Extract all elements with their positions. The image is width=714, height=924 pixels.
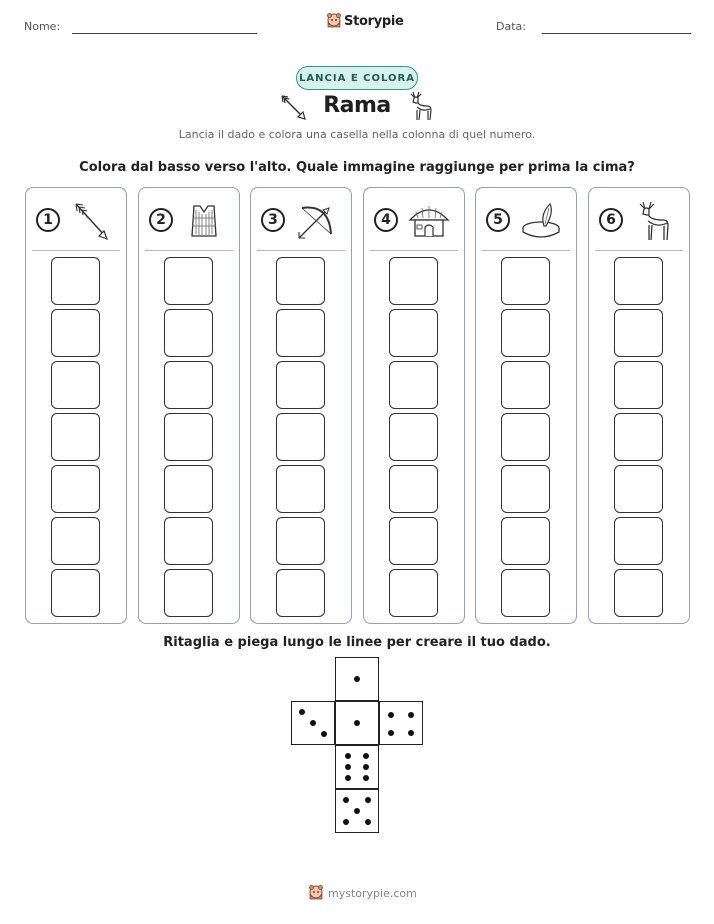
color-box[interactable] — [276, 569, 325, 617]
column-separator — [595, 250, 683, 251]
die-pip — [343, 797, 349, 803]
die-face-1 — [335, 657, 379, 701]
die-pip — [365, 819, 371, 825]
die-pip — [345, 753, 351, 759]
page-subtitle: Lancia il dado e colora una casella nella colonna di quel numero. — [178, 128, 536, 141]
color-box[interactable] — [614, 569, 663, 617]
dice-column-2 — [138, 187, 240, 624]
dice-instruction: Ritaglia e piega lungo le linee per creare il tuo dado. — [163, 635, 551, 650]
color-box[interactable] — [164, 257, 213, 305]
name-line[interactable] — [72, 33, 257, 34]
pie-mascot-icon — [327, 13, 341, 29]
color-box[interactable] — [276, 517, 325, 565]
color-box[interactable] — [276, 257, 325, 305]
column-separator — [370, 250, 458, 251]
color-box[interactable] — [389, 309, 438, 357]
name-label: Nome: — [24, 20, 61, 33]
color-box[interactable] — [164, 413, 213, 461]
die-pip — [408, 730, 414, 736]
column-separator — [482, 250, 570, 251]
column-header — [139, 188, 239, 252]
color-box[interactable] — [164, 361, 213, 409]
deer-icon — [405, 90, 435, 124]
column-separator — [257, 250, 345, 251]
color-box[interactable] — [501, 309, 550, 357]
die-pip — [321, 731, 327, 737]
color-box[interactable] — [614, 413, 663, 461]
dice-column-4 — [363, 187, 465, 624]
footer — [308, 885, 417, 901]
column-separator — [32, 250, 120, 251]
coloring-instruction: Colora dal basso verso l'alto. Quale immagine raggiunge per prima la cima? — [79, 160, 635, 175]
die-face-1 — [335, 701, 379, 745]
color-box[interactable] — [51, 517, 100, 565]
pie-mascot-icon — [308, 885, 324, 901]
deer-icon — [631, 198, 677, 244]
column-header — [589, 188, 689, 252]
color-box[interactable] — [164, 569, 213, 617]
die-pip — [354, 808, 360, 814]
column-separator — [145, 250, 233, 251]
die-pip — [345, 764, 351, 770]
color-box[interactable] — [164, 517, 213, 565]
grass-vest-icon — [181, 198, 227, 244]
color-box[interactable] — [501, 413, 550, 461]
footer-site[interactable]: mystorypie.com — [328, 886, 417, 900]
thatched-hut-icon — [406, 198, 452, 244]
die-pip — [354, 676, 360, 682]
color-box[interactable] — [614, 361, 663, 409]
dice-column-5 — [475, 187, 577, 624]
color-box[interactable] — [614, 465, 663, 513]
color-box[interactable] — [51, 309, 100, 357]
column-number: 1 — [36, 208, 60, 232]
color-box[interactable] — [501, 517, 550, 565]
column-number: 3 — [261, 208, 285, 232]
bow-and-arrow-icon — [293, 198, 339, 244]
die-face-5 — [335, 789, 379, 833]
color-box[interactable] — [501, 257, 550, 305]
die-pip — [345, 775, 351, 781]
color-box[interactable] — [164, 465, 213, 513]
die-pip — [310, 720, 316, 726]
die-pip — [408, 712, 414, 718]
die-face-4 — [379, 701, 423, 745]
die-pip — [365, 797, 371, 803]
die-pip — [354, 720, 360, 726]
color-box[interactable] — [389, 257, 438, 305]
column-number: 2 — [149, 208, 173, 232]
color-box[interactable] — [389, 517, 438, 565]
die-face-6 — [335, 745, 379, 789]
column-number: 5 — [486, 208, 510, 232]
column-header — [476, 188, 576, 252]
color-box[interactable] — [501, 569, 550, 617]
die-pip — [343, 819, 349, 825]
color-box[interactable] — [51, 413, 100, 461]
color-box[interactable] — [501, 361, 550, 409]
brand-name: Storypie — [344, 13, 404, 29]
color-box[interactable] — [614, 257, 663, 305]
storypie-logo — [327, 13, 404, 29]
color-box[interactable] — [389, 361, 438, 409]
die-face-3 — [291, 701, 335, 745]
page-title: Rama — [323, 93, 391, 118]
die-pip — [299, 709, 305, 715]
color-box[interactable] — [164, 309, 213, 357]
color-box[interactable] — [389, 569, 438, 617]
column-header — [251, 188, 351, 252]
dice-column-1 — [25, 187, 127, 624]
color-box[interactable] — [614, 517, 663, 565]
crown-with-feather-icon — [518, 198, 564, 244]
column-number: 4 — [374, 208, 398, 232]
arrow-icon — [68, 198, 114, 244]
column-number: 6 — [599, 208, 623, 232]
color-box[interactable] — [276, 361, 325, 409]
color-box[interactable] — [276, 413, 325, 461]
column-header — [364, 188, 464, 252]
date-line[interactable] — [542, 33, 691, 34]
die-pip — [363, 764, 369, 770]
die-pip — [363, 775, 369, 781]
die-pip — [388, 712, 394, 718]
color-box[interactable] — [51, 257, 100, 305]
color-box[interactable] — [276, 309, 325, 357]
color-box[interactable] — [389, 465, 438, 513]
dice-column-3 — [250, 187, 352, 624]
die-pip — [388, 730, 394, 736]
color-box[interactable] — [276, 465, 325, 513]
color-box[interactable] — [389, 413, 438, 461]
column-header — [26, 188, 126, 252]
color-box[interactable] — [51, 569, 100, 617]
color-box[interactable] — [51, 465, 100, 513]
dice-column-6 — [588, 187, 690, 624]
die-pip — [363, 753, 369, 759]
activity-badge: LANCIA E COLORA — [296, 66, 418, 90]
color-box[interactable] — [614, 309, 663, 357]
date-label: Data: — [496, 20, 526, 33]
color-box[interactable] — [51, 361, 100, 409]
color-box[interactable] — [501, 465, 550, 513]
